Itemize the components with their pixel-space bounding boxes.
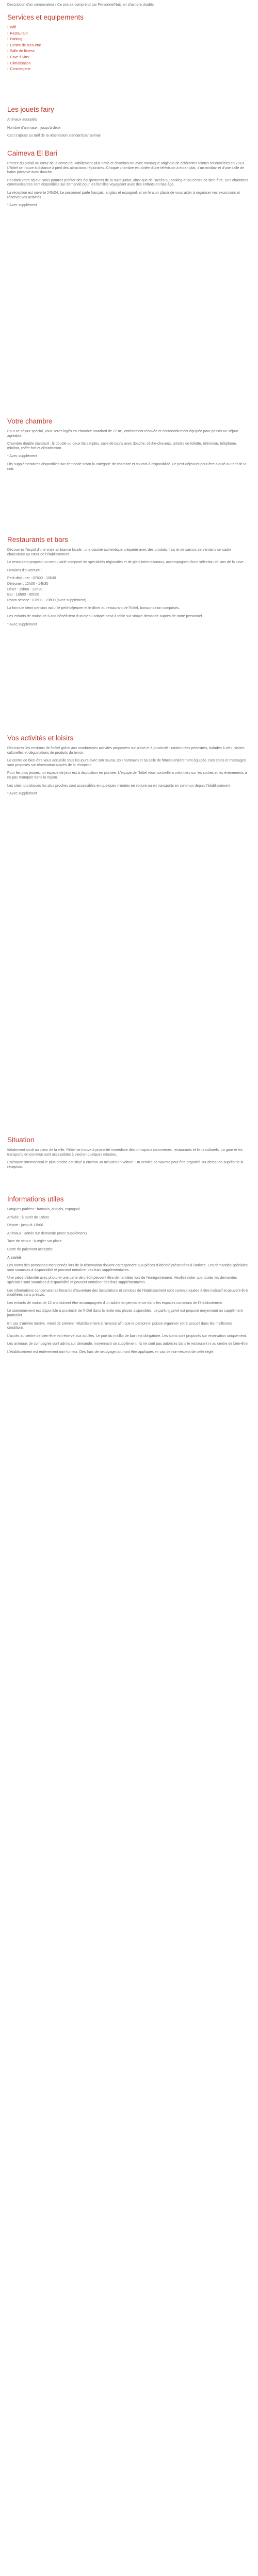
restaurants-paragraph: La formule demi-pension inclut le petit-déjeuner et le dîner au restaurant de l'hôtel, boissons non comprises. [7,606,180,611]
info-line: Départ : jusqu'à 11h00 [7,1224,43,1228]
activities-paragraph: Le centre de bien-être vous accueille tous les jours avec son sauna, son hammam et sa salle de fitness entièrement équipée. Des soins et massages sont proposés sur réservation auprès de la réception. [7,759,246,767]
rooms-paragraph: Prenez du plaisir au cœur de la demeure Habillement plus nette et chambreuse avec mosaïque originale de différentes teintes renouvelées en 2018. L'hôtel se trouve à distance à pied des attractions régionales. Chaque chambre est dotée d'une télévision à écran plat, d'un minibar et d'une salle de bains privative avec douche. [7,162,245,175]
activities-paragraph: Les sites touristiques les plus proches sont accessibles en quelques minutes en voiture ou en transports en commun depuis l'établissement. [7,784,232,788]
arrow-icon: › [7,49,9,54]
info-line: Langues parlées : français, anglais, espagnol [7,1208,80,1211]
restaurants-note: * Avec supplément [7,622,37,626]
info-line: Animaux : admis sur demande (avec supplément) [7,1231,87,1235]
restaurants-title: Restaurants et bars [7,536,68,544]
info-paragraph: L'établissement est entièrement non-fumeur. Des frais de nettoyage pourront être appliqués en cas de non-respect de cette règle. [7,1350,215,1354]
arrow-icon: › [7,26,9,29]
info-paragraph: Les informations concernant les horaires d'ouverture des installations et services de l'établissement sont communiquées à titre indicatif et peuvent être modifiées sans préavis. [7,1289,248,1297]
service-item: › Wifi [7,26,17,29]
services-list [7,26,250,72]
activities-section [7,734,250,800]
schedule-item: Petit-déjeuner : 07h00 - 10h30 [7,577,56,581]
restaurants-section [7,536,250,631]
info-paragraph: Une pièce d'identité avec photo et une carte de crédit peuvent être demandées lors de l'enregistrement. Veuillez noter que toutes les demandes spéciales sont soumises à disponibilité et peuvent entraîner des frais supplémentaires. [7,1276,237,1284]
schedule-item: Room service : 07h00 - 23h00 (avec supplément) [7,598,87,602]
rooms-title: Caimeva El Bari [7,149,57,157]
arrow-icon: › [7,61,9,65]
restaurants-paragraph: Le restaurant propose un menu varié composé de spécialités régionales et de plats internationaux, accompagnés d'une sélection de vins de la cave. [7,561,245,565]
rooms-paragraph: Pendant votre séjour, vous pourrez profiter des équipements de la suite junior, ainsi que de l'accès au parking et au centre de bien-être. Des chambres communicantes sont disponibles sur demande pour les familles voyageant avec des enfants en bas âge. [7,178,248,187]
info-paragraph: En cas d'arrivée tardive, merci de prévenir l'établissement à l'avance afin que le personnel puisse organiser votre accueil dans les meilleures conditions. [7,1321,232,1330]
service-item: › Climatisation [7,61,31,65]
schedule-item: Dîner : 19h00 - 22h30 [7,587,43,591]
pets-section [7,106,250,142]
services-section [7,13,250,76]
schedule-list [7,577,250,603]
offer-note: * Avec supplément [7,454,37,459]
service-item: › Conciergerie [7,67,31,72]
pets-line: Animaux acceptés [7,118,37,122]
pets-line: Ceci s'ajoute au tarif de la réservation standard par animal [7,134,101,138]
situation-title: Situation [7,1136,35,1144]
activities-paragraph: Pour les plus jeunes, un espace de jeux est à disposition en journée. L'équipe de l'hôtel vous conseillera volontiers sur les sorties et les événements à ne pas manquer dans la région. [7,771,247,779]
service-item: › Salle de fitness [7,49,35,54]
rooms-note: * Avec supplément [7,204,37,208]
info-line: Taxe de séjour : à régler sur place [7,1240,62,1244]
offer-section [7,417,250,475]
arrow-icon: › [7,38,9,42]
schedule-item: Déjeuner : 12h00 - 14h30 [7,582,49,586]
info-note: A savoir [7,1256,22,1260]
rooms-section [7,149,250,212]
offer-paragraph: Chambre double standard : lit double ou deux lits simples, salle de bains avec douche, sèche-cheveux, articles de toilette, télévision, téléphone, minibar, coffre-fort et climatisation. [7,442,237,450]
schedule-title: Horaires d'ouverture : [7,568,42,572]
service-item: › Restaurant [7,31,28,36]
offer-extra: Lits supplémentaires disponibles sur demande selon la catégorie de chambre et soumis à disponibilité. Le petit-déjeuner peut être ajouté au tarif de la nuit. [7,462,247,471]
arrow-icon: › [7,31,9,36]
situation-paragraph: L'aéroport international le plus proche est situé à environ 30 minutes en voiture. Un service de navette peut être organisé sur demande auprès de la réception. [7,1161,244,1169]
schedule-item: Bar : 10h00 - 00h00 [7,593,39,597]
pets-title: Les jouets fairy [7,106,54,113]
intro-block [7,3,250,11]
service-item: › Parking [7,38,23,42]
info-section [7,1195,250,1358]
info-title: Informations utiles [7,1195,64,1203]
activities-note: * Avec supplément [7,792,37,796]
info-paragraph: Les enfants de moins de 12 ans doivent être accompagnés d'un adulte en permanence dans les espaces communs de l'établissement. [7,1301,223,1305]
pets-line: Nombre d'animaux : jusqu'à deux [7,126,61,130]
info-line: Carte de paiement acceptée [7,1247,53,1251]
offer-title: Votre chambre [7,417,53,425]
arrow-icon: › [7,55,9,59]
arrow-icon: › [7,67,9,72]
service-item: › Cave à vins [7,55,29,59]
intro-text: Description d'un comparateur / Ce prix se comprend par Personne/Nuit, en chambre double. [7,3,155,7]
activities-title: Vos activités et loisirs [7,734,74,742]
offer-paragraph: Pour ce séjour spécial, vous serez logés en chambre standard de 22 m², entièrement rénovée et confortablement équipée pour passer un séjour agréable. [7,430,238,438]
restaurants-paragraph: Découvrez l'esprit d'une vraie ambiance locale : une cuisine authentique préparée avec des produits frais et de saison, servie dans un cadre chaleureux au cœur de l'établissement. [7,548,232,556]
situation-paragraph: Idéalement situé au cœur de la ville, l'hôtel se trouve à proximité immédiate des principaux commerces, restaurants et lieux culturels. La gare et les transports en commun sont accessibles à pied en quelques minutes. [7,1148,243,1157]
activities-paragraph: Découvrez les environs de l'hôtel grâce aux nombreuses activités proposées sur place et à proximité : randonnées pédestres, balades à vélo, visites culturelles et dégustations de produits du terroir. [7,747,245,755]
info-paragraph: Le stationnement est disponible à proximité de l'hôtel dans la limite des places disponibles. Le parking privé est proposé moyennant un supplément journalier. [7,1309,243,1317]
rooms-paragraph: La réception est ouverte 24h/24. Le personnel parle français, anglais et espagnol, et se fera un plaisir de vous aider à organiser vos excursions et réserver vos activités. [7,191,240,199]
info-line: Arrivée : à partir de 15h00 [7,1215,49,1219]
situation-section [7,1136,250,1173]
restaurants-paragraph: Les enfants de moins de 6 ans bénéficient d'un menu adapté servi à table sur simple demande auprès de notre personnel. [7,614,203,618]
info-paragraph: Les noms des personnes mentionnés lors de la réservation doivent correspondre aux pièces d'identité présentées à l'arrivée. Les demandes spéciales sont soumises à disponibilité et peuvent entraîner des frais supplémentaires. [7,1264,248,1272]
arrow-icon: › [7,43,9,47]
services-title: Services et equipements [7,13,84,21]
info-paragraph: L'accès au centre de bien-être est réservé aux adultes. Le port du maillot de bain est obligatoire. Les soins sont proposés sur réservation uniquement. [7,1334,247,1338]
info-paragraph: Les animaux de compagnie sont admis sur demande, moyennant un supplément. Ils ne sont pas autorisés dans le restaurant ni au centre de bien-être. [7,1342,249,1346]
service-item: › Centre de bien-être [7,43,41,47]
